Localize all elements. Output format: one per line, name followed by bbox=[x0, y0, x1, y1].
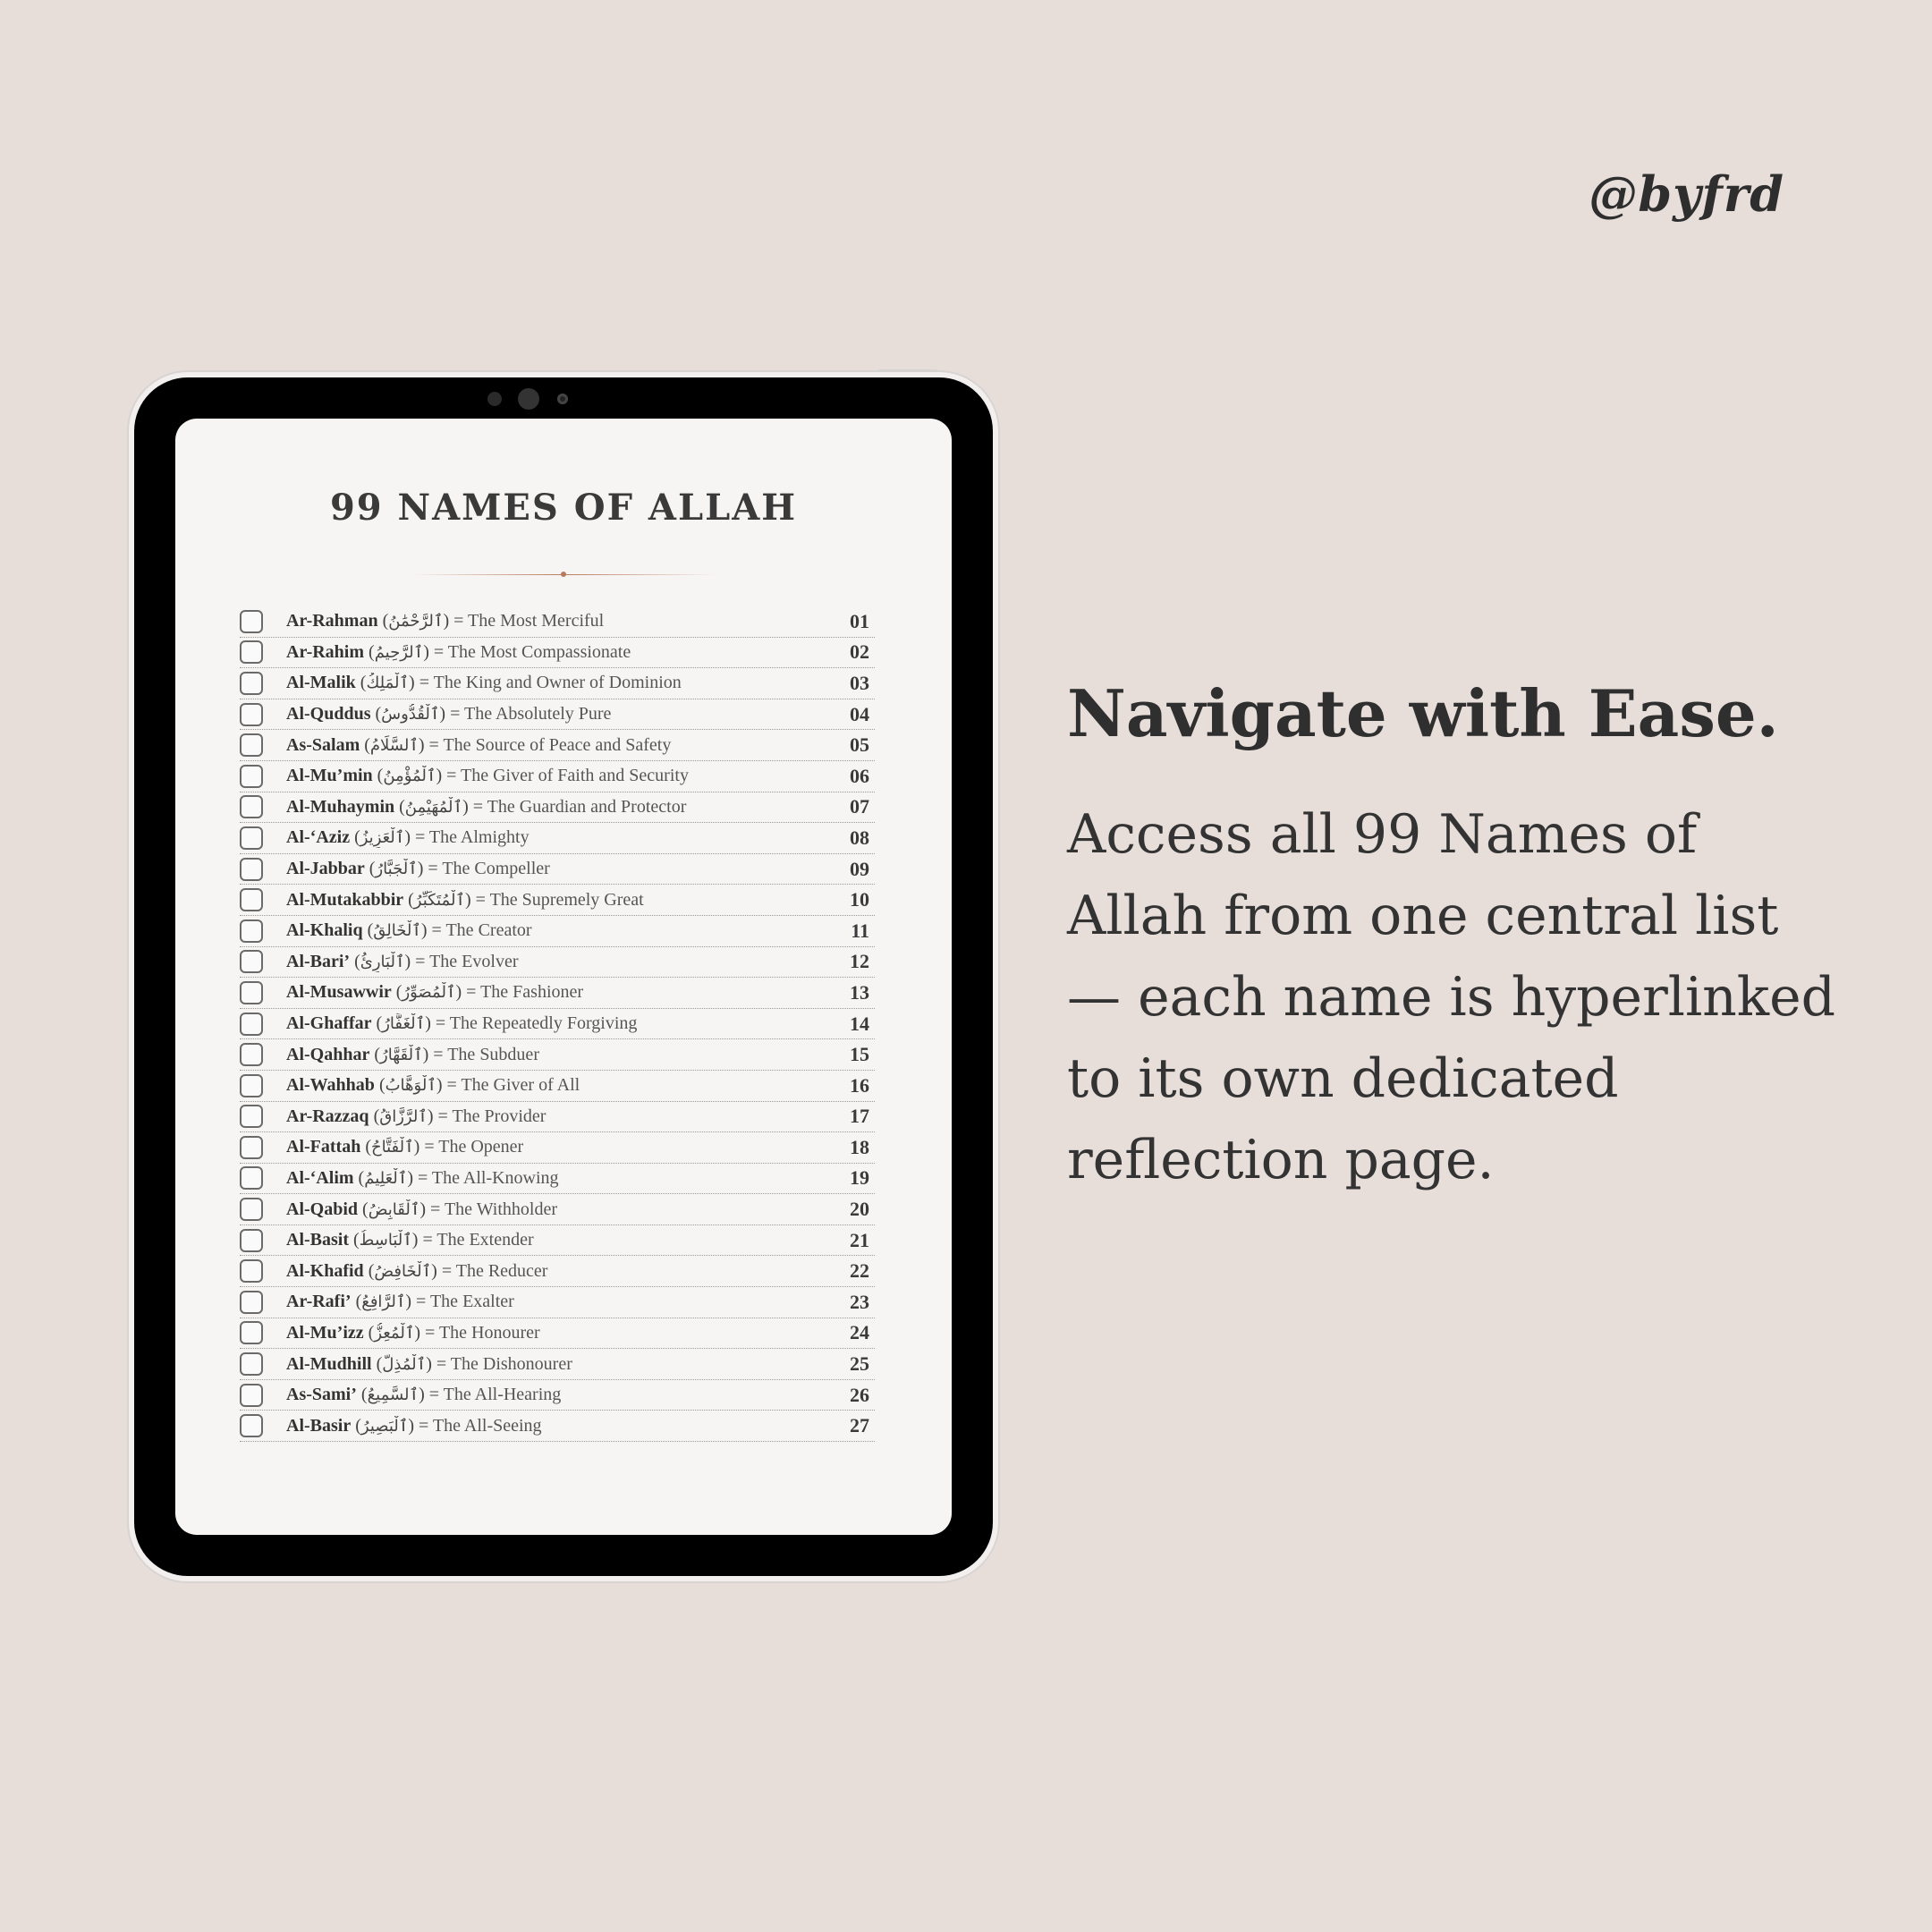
name-link[interactable]: Al-Qahhar (ٱلْقَهَّارُ) = The Subduer bbox=[286, 1044, 539, 1064]
name-row[interactable] bbox=[240, 668, 875, 699]
name-number: 21 bbox=[850, 1228, 869, 1251]
name-checkbox[interactable] bbox=[240, 1352, 263, 1376]
name-link[interactable]: Al-Wahhab (ٱلْوَهَّابُ) = The Giver of All bbox=[286, 1075, 580, 1096]
name-meaning: The Giver of Faith and Security bbox=[461, 766, 689, 786]
name-number: 14 bbox=[850, 1012, 869, 1035]
name-transliteration: Al-Mudhill bbox=[286, 1353, 372, 1374]
name-meaning: The Source of Peace and Safety bbox=[443, 734, 672, 755]
name-number: 20 bbox=[850, 1198, 869, 1221]
name-link[interactable]: Al-Basit (ٱلْبَاسِطُ) = The Extender bbox=[286, 1230, 534, 1250]
name-link[interactable]: Al-Mu’izz (ٱلْمُعِزُّ) = The Honourer bbox=[286, 1322, 540, 1343]
name-row[interactable] bbox=[240, 638, 875, 669]
name-number: 08 bbox=[850, 826, 869, 849]
name-arabic: ٱلْقَهَّارُ bbox=[380, 1045, 423, 1064]
name-number: 02 bbox=[850, 640, 869, 664]
name-meaning: The Repeatedly Forgiving bbox=[449, 1013, 638, 1034]
name-checkbox[interactable] bbox=[240, 765, 263, 788]
name-arabic: ٱلْعَزِيزُ bbox=[360, 828, 405, 848]
name-arabic: ٱلرَّحِيمُ bbox=[374, 642, 424, 662]
name-transliteration: Al-Wahhab bbox=[286, 1075, 375, 1096]
name-arabic: ٱلسَّلَامُ bbox=[369, 735, 419, 755]
name-meaning: The Dishonourer bbox=[450, 1353, 572, 1374]
name-transliteration: Al-Musawwir bbox=[286, 982, 392, 1003]
name-arabic: ٱلرَّافِعُ bbox=[361, 1292, 406, 1312]
name-meaning: The Most Compassionate bbox=[447, 641, 631, 662]
name-transliteration: Al-Jabbar bbox=[286, 859, 365, 879]
name-number: 19 bbox=[850, 1166, 869, 1190]
title-divider-dot bbox=[561, 572, 566, 577]
name-row[interactable] bbox=[240, 823, 875, 854]
name-number: 03 bbox=[850, 671, 869, 694]
name-row[interactable] bbox=[240, 1102, 875, 1133]
name-meaning: The Creator bbox=[445, 920, 532, 941]
name-row[interactable] bbox=[240, 947, 875, 979]
name-row[interactable] bbox=[240, 1411, 875, 1442]
name-arabic: ٱلْخَالِقُ bbox=[373, 921, 421, 941]
name-arabic: ٱلْقُدُّوسُ bbox=[381, 705, 440, 724]
name-row[interactable] bbox=[240, 1380, 875, 1411]
name-checkbox[interactable] bbox=[240, 1259, 263, 1283]
name-number: 15 bbox=[850, 1043, 869, 1066]
name-link[interactable]: Al-Khaliq (ٱلْخَالِقُ) = The Creator bbox=[286, 920, 532, 941]
name-row[interactable] bbox=[240, 1256, 875, 1287]
name-meaning: The Honourer bbox=[438, 1322, 540, 1343]
name-transliteration: As-Sami’ bbox=[286, 1385, 357, 1405]
name-meaning: The All-Knowing bbox=[431, 1167, 559, 1188]
tablet-device bbox=[134, 377, 993, 1576]
name-row[interactable] bbox=[240, 1349, 875, 1380]
name-meaning: The Compeller bbox=[442, 859, 550, 879]
name-link[interactable]: Al-‘Aziz (ٱلْعَزِيزُ) = The Almighty bbox=[286, 827, 530, 848]
name-checkbox[interactable] bbox=[240, 826, 263, 850]
name-link[interactable]: Al-Mutakabbir (ٱلْمُتَكَبِّرُ) = The Supremely Great bbox=[286, 889, 644, 910]
name-meaning: The Supremely Great bbox=[489, 889, 644, 910]
name-checkbox[interactable] bbox=[240, 1414, 263, 1437]
tablet-side-button bbox=[996, 465, 1000, 581]
name-checkbox[interactable] bbox=[240, 703, 263, 726]
name-link[interactable]: Ar-Rahman (ٱلرَّحْمَٰنُ) = The Most Merciful bbox=[286, 611, 605, 631]
name-transliteration: Ar-Rahim bbox=[286, 641, 365, 662]
name-transliteration: Ar-Rahman bbox=[286, 611, 378, 631]
tablet-screen bbox=[175, 419, 952, 1535]
name-arabic: ٱلْمُصَوِّرُ bbox=[402, 983, 456, 1003]
promo-description: Access all 99 Names of Allah from one central list — each name is hyperlinked to its own dedicated reflection page. bbox=[1067, 803, 1836, 1191]
name-row[interactable] bbox=[240, 1225, 875, 1257]
name-link[interactable]: Al-Qabid (ٱلْقَابِضُ) = The Withholder bbox=[286, 1199, 557, 1219]
name-meaning: The Reducer bbox=[455, 1260, 548, 1281]
name-meaning: The Exalter bbox=[429, 1292, 514, 1312]
name-transliteration: Al-Basir bbox=[286, 1415, 352, 1436]
name-meaning: The King and Owner of Dominion bbox=[433, 673, 682, 693]
name-number: 06 bbox=[850, 764, 869, 787]
name-checkbox[interactable] bbox=[240, 1136, 263, 1159]
name-number: 11 bbox=[851, 919, 869, 942]
name-arabic: ٱلْمُتَكَبِّرُ bbox=[413, 890, 465, 910]
name-link[interactable]: Al-Muhaymin (ٱلْمُهَيْمِنُ) = The Guardian and Protector bbox=[286, 796, 687, 817]
name-transliteration: Al-Qahhar bbox=[286, 1044, 370, 1064]
name-link[interactable]: Al-Jabbar (ٱلْجَبَّارُ) = The Compeller bbox=[286, 859, 550, 879]
brand-handle: @byfrd bbox=[1589, 165, 1784, 223]
name-link[interactable]: Al-Ghaffar (ٱلْغَفَّارُ) = The Repeatedly Forgiving bbox=[286, 1013, 638, 1034]
light-sensor-icon bbox=[557, 394, 568, 404]
name-arabic: ٱلْمُهَيْمِنُ bbox=[404, 797, 463, 817]
name-meaning: The Provider bbox=[452, 1106, 547, 1126]
name-meaning: The Guardian and Protector bbox=[487, 796, 687, 817]
name-number: 12 bbox=[850, 950, 869, 973]
name-row[interactable] bbox=[240, 606, 875, 638]
name-checkbox[interactable] bbox=[240, 888, 263, 911]
name-link[interactable]: Ar-Rahim (ٱلرَّحِيمُ) = The Most Compassionate bbox=[286, 641, 631, 662]
name-checkbox[interactable] bbox=[240, 1043, 263, 1066]
name-meaning: The All-Seeing bbox=[432, 1415, 542, 1436]
name-row[interactable] bbox=[240, 916, 875, 947]
name-meaning: The Absolutely Pure bbox=[464, 704, 612, 724]
name-checkbox[interactable] bbox=[240, 610, 263, 633]
name-row[interactable] bbox=[240, 1071, 875, 1102]
name-link[interactable]: Al-Mudhill (ٱلْمُذِلُّ) = The Dishonourer bbox=[286, 1353, 572, 1374]
name-row[interactable] bbox=[240, 1287, 875, 1318]
name-checkbox[interactable] bbox=[240, 672, 263, 695]
name-checkbox[interactable] bbox=[240, 1384, 263, 1407]
name-transliteration: Ar-Rafi’ bbox=[286, 1292, 352, 1312]
names-list bbox=[240, 606, 875, 1442]
name-number: 05 bbox=[850, 733, 869, 757]
name-link[interactable]: Ar-Razzaq (ٱلرَّزَّاقُ) = The Provider bbox=[286, 1106, 547, 1126]
name-number: 26 bbox=[850, 1383, 869, 1406]
name-number: 24 bbox=[850, 1321, 869, 1344]
name-arabic: ٱلْمُعِزُّ bbox=[374, 1323, 415, 1343]
name-transliteration: Al-Fattah bbox=[286, 1137, 361, 1157]
name-arabic: ٱلْبَارِئُ bbox=[360, 952, 405, 971]
name-link[interactable]: Al-Basir (ٱلْبَصِيرُ) = The All-Seeing bbox=[286, 1415, 542, 1436]
name-meaning: The Almighty bbox=[428, 827, 530, 848]
name-link[interactable]: As-Sami’ (ٱلسَّمِيعُ) = The All-Hearing bbox=[286, 1385, 562, 1405]
name-arabic: ٱلْعَلِيمُ bbox=[364, 1168, 408, 1188]
name-checkbox[interactable] bbox=[240, 1291, 263, 1314]
page-title: 99 NAMES OF ALLAH bbox=[329, 487, 798, 529]
name-number: 25 bbox=[850, 1352, 869, 1376]
name-number: 16 bbox=[850, 1073, 869, 1097]
name-meaning: The Extender bbox=[436, 1230, 534, 1250]
name-transliteration: Al-Ghaffar bbox=[286, 1013, 372, 1034]
name-checkbox[interactable] bbox=[240, 950, 263, 973]
name-number: 23 bbox=[850, 1290, 869, 1313]
name-arabic: ٱلْفَتَّاحُ bbox=[371, 1138, 414, 1157]
camera-sensor-icon bbox=[487, 392, 502, 406]
name-checkbox[interactable] bbox=[240, 1105, 263, 1128]
name-transliteration: Al-Malik bbox=[286, 673, 356, 693]
name-transliteration: Al-Mutakabbir bbox=[286, 889, 404, 910]
name-checkbox[interactable] bbox=[240, 919, 263, 943]
name-transliteration: Al-Mu’izz bbox=[286, 1322, 364, 1343]
name-transliteration: Al-Mu’min bbox=[286, 766, 373, 786]
name-link[interactable]: Al-Quddus (ٱلْقُدُّوسُ) = The Absolutely Pure bbox=[286, 704, 612, 724]
name-arabic: ٱلْقَابِضُ bbox=[368, 1199, 420, 1219]
name-checkbox[interactable] bbox=[240, 640, 263, 664]
name-checkbox[interactable] bbox=[240, 1166, 263, 1190]
name-arabic: ٱلسَّمِيعُ bbox=[367, 1385, 419, 1405]
name-link[interactable]: Al-Fattah (ٱلْفَتَّاحُ) = The Opener bbox=[286, 1137, 524, 1157]
name-arabic: ٱلْمَلِكُ bbox=[366, 674, 410, 693]
name-link[interactable]: As-Salam (ٱلسَّلَامُ) = The Source of Peace and Safety bbox=[286, 734, 672, 755]
name-row[interactable] bbox=[240, 1164, 875, 1195]
name-row[interactable] bbox=[240, 885, 875, 916]
name-checkbox[interactable] bbox=[240, 1229, 263, 1252]
name-transliteration: Al-Muhaymin bbox=[286, 796, 395, 817]
name-checkbox[interactable] bbox=[240, 733, 263, 757]
name-row[interactable] bbox=[240, 699, 875, 731]
name-row[interactable] bbox=[240, 1009, 875, 1040]
name-arabic: ٱلْجَبَّارُ bbox=[375, 860, 418, 879]
front-camera-icon bbox=[518, 388, 539, 410]
name-number: 04 bbox=[850, 702, 869, 725]
name-checkbox[interactable] bbox=[240, 1013, 263, 1036]
name-arabic: ٱلْغَفَّارُ bbox=[382, 1014, 426, 1034]
promo-headline: Navigate with Ease. bbox=[1067, 675, 1779, 751]
name-checkbox[interactable] bbox=[240, 981, 263, 1004]
name-row[interactable] bbox=[240, 1132, 875, 1164]
name-link[interactable]: Al-Malik (ٱلْمَلِكُ) = The King and Owner of Dominion bbox=[286, 673, 682, 693]
name-transliteration: Al-Khaliq bbox=[286, 920, 363, 941]
name-row[interactable] bbox=[240, 978, 875, 1009]
name-link[interactable]: Al-Musawwir (ٱلْمُصَوِّرُ) = The Fashioner bbox=[286, 982, 584, 1003]
name-meaning: The Withholder bbox=[444, 1199, 557, 1219]
name-meaning: The All-Hearing bbox=[443, 1385, 562, 1405]
name-number: 13 bbox=[850, 980, 869, 1004]
name-link[interactable]: Al-Khafid (ٱلْخَافِضُ) = The Reducer bbox=[286, 1260, 548, 1281]
name-row[interactable] bbox=[240, 854, 875, 886]
name-row[interactable] bbox=[240, 792, 875, 824]
name-transliteration: As-Salam bbox=[286, 734, 360, 755]
name-row[interactable] bbox=[240, 1318, 875, 1350]
name-arabic: ٱلرَّزَّاقُ bbox=[379, 1106, 428, 1126]
name-checkbox[interactable] bbox=[240, 1074, 263, 1097]
name-link[interactable]: Al-Mu’min (ٱلْمُؤْمِنُ) = The Giver of Faith and Security bbox=[286, 766, 689, 786]
name-meaning: The Subduer bbox=[447, 1044, 539, 1064]
name-link[interactable]: Ar-Rafi’ (ٱلرَّافِعُ) = The Exalter bbox=[286, 1292, 514, 1312]
name-number: 22 bbox=[850, 1259, 869, 1283]
name-checkbox[interactable] bbox=[240, 1321, 263, 1344]
name-arabic: ٱلْمُذِلُّ bbox=[382, 1354, 427, 1374]
name-transliteration: Ar-Razzaq bbox=[286, 1106, 369, 1126]
name-transliteration: Al-Qabid bbox=[286, 1199, 359, 1219]
name-meaning: The Most Merciful bbox=[468, 611, 605, 631]
name-number: 18 bbox=[850, 1135, 869, 1158]
name-number: 09 bbox=[850, 857, 869, 880]
name-checkbox[interactable] bbox=[240, 1198, 263, 1221]
name-meaning: The Fashioner bbox=[480, 982, 584, 1003]
name-row[interactable] bbox=[240, 1039, 875, 1071]
name-transliteration: Al-Khafid bbox=[286, 1260, 364, 1281]
name-row[interactable] bbox=[240, 1194, 875, 1225]
name-arabic: ٱلْبَصِيرُ bbox=[360, 1416, 409, 1436]
name-transliteration: Al-Basit bbox=[286, 1230, 349, 1250]
name-transliteration: Al-‘Alim bbox=[286, 1167, 354, 1188]
name-transliteration: Al-Bari’ bbox=[286, 951, 351, 971]
name-meaning: The Opener bbox=[438, 1137, 524, 1157]
name-meaning: The Evolver bbox=[429, 951, 519, 971]
name-meaning: The Giver of All bbox=[461, 1075, 580, 1096]
name-checkbox[interactable] bbox=[240, 858, 263, 881]
name-arabic: ٱلْبَاسِطُ bbox=[359, 1231, 412, 1250]
name-number: 17 bbox=[850, 1105, 869, 1128]
name-link[interactable]: Al-Bari’ (ٱلْبَارِئُ) = The Evolver bbox=[286, 951, 519, 971]
name-number: 01 bbox=[850, 609, 869, 632]
tablet-top-button bbox=[878, 369, 937, 373]
name-row[interactable] bbox=[240, 730, 875, 761]
name-arabic: ٱلرَّحْمَٰنُ bbox=[388, 612, 444, 631]
name-number: 10 bbox=[850, 888, 869, 911]
name-transliteration: Al-‘Aziz bbox=[286, 827, 351, 848]
name-arabic: ٱلْمُؤْمِنُ bbox=[383, 767, 436, 786]
name-arabic: ٱلْوَهَّابُ bbox=[385, 1076, 436, 1096]
name-transliteration: Al-Quddus bbox=[286, 704, 371, 724]
name-link[interactable]: Al-‘Alim (ٱلْعَلِيمُ) = The All-Knowing bbox=[286, 1167, 559, 1188]
name-number: 27 bbox=[850, 1414, 869, 1437]
name-number: 07 bbox=[850, 795, 869, 818]
name-checkbox[interactable] bbox=[240, 795, 263, 818]
name-arabic: ٱلْخَافِضُ bbox=[374, 1261, 432, 1281]
name-row[interactable] bbox=[240, 761, 875, 792]
